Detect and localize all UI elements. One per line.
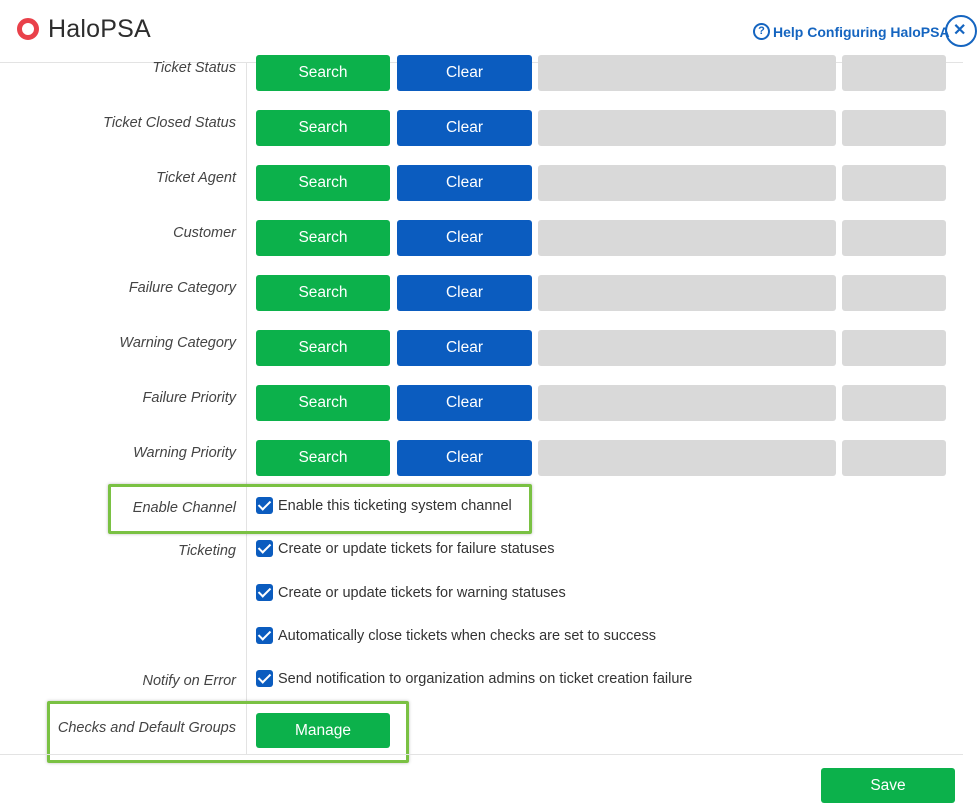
failure-category-search-button[interactable]: Search [256,275,390,311]
label-checks-and-default-groups: Checks and Default Groups [57,720,236,736]
ticket-closed-status-search-button[interactable]: Search [256,110,390,146]
close-icon[interactable]: ✕ [945,15,977,47]
ticket-closed-status-clear-button[interactable]: Clear [397,110,532,146]
failure-category-value-field[interactable] [538,275,836,311]
customer-value-field[interactable] [538,220,836,256]
ticket-status-id-field[interactable] [842,55,946,91]
label-failure-priority: Failure Priority [142,390,236,406]
ticket-agent-value-field[interactable] [538,165,836,201]
notify-on-error-option[interactable] [256,670,692,687]
ticketing-failure-text: Create or update tickets for failure statuses [278,540,555,557]
ticket-agent-search-button[interactable]: Search [256,165,390,201]
notify-on-error-text: Send notification to organization admins on ticket creation failure [278,670,693,687]
halopsa-logo-icon [17,18,39,40]
label-enable-channel: Enable Channel [132,500,236,516]
warning-category-value-field[interactable] [538,330,836,366]
ticketing-warning-checkbox[interactable] [256,584,273,601]
ticket-status-search-button[interactable]: Search [256,55,390,91]
label-ticket-status: Ticket Status [152,60,236,76]
ticket-status-clear-button[interactable]: Clear [397,55,532,91]
label-customer: Customer [173,225,236,241]
failure-category-clear-button[interactable]: Clear [397,275,532,311]
ticketing-autoclose-checkbox[interactable] [256,627,273,644]
ticket-agent-id-field[interactable] [842,165,946,201]
failure-priority-value-field[interactable] [538,385,836,421]
help-link-label: Help Configuring HaloPSA [773,23,950,40]
warning-priority-clear-button[interactable]: Clear [397,440,532,476]
footer-divider [0,754,963,755]
help-link[interactable] [753,23,950,40]
failure-category-id-field[interactable] [842,275,946,311]
label-ticketing: Ticketing [178,543,236,559]
ticket-closed-status-value-field[interactable] [538,110,836,146]
failure-priority-clear-button[interactable]: Clear [397,385,532,421]
ticket-agent-clear-button[interactable]: Clear [397,165,532,201]
enable-channel-text: Enable this ticketing system channel [278,497,512,514]
failure-priority-id-field[interactable] [842,385,946,421]
label-warning-category: Warning Category [119,335,236,351]
label-failure-category: Failure Category [128,280,236,296]
warning-priority-id-field[interactable] [842,440,946,476]
label-column-divider [246,63,247,754]
ticketing-option-autoclose[interactable] [256,627,656,644]
ticket-closed-status-id-field[interactable] [842,110,946,146]
save-button[interactable]: Save [821,768,955,803]
customer-search-button[interactable]: Search [256,220,390,256]
manage-button[interactable]: Manage [256,713,390,748]
app-title: HaloPSA [48,15,151,43]
ticketing-autoclose-text: Automatically close tickets when checks are set to success [278,627,656,644]
enable-channel-highlight [108,484,532,534]
warning-priority-value-field[interactable] [538,440,836,476]
label-ticket-agent: Ticket Agent [156,170,236,186]
warning-category-search-button[interactable]: Search [256,330,390,366]
question-circle-icon: ? [753,23,770,40]
ticketing-failure-checkbox[interactable] [256,540,273,557]
ticketing-warning-text: Create or update tickets for warning statuses [278,584,566,601]
customer-id-field[interactable] [842,220,946,256]
app-header [0,0,967,63]
failure-priority-search-button[interactable]: Search [256,385,390,421]
warning-category-clear-button[interactable]: Clear [397,330,532,366]
label-warning-priority: Warning Priority [133,445,236,461]
warning-category-id-field[interactable] [842,330,946,366]
notify-on-error-checkbox[interactable] [256,670,273,687]
warning-priority-search-button[interactable]: Search [256,440,390,476]
ticket-status-value-field[interactable] [538,55,836,91]
label-ticket-closed-status: Ticket Closed Status [103,115,236,131]
label-notify-on-error: Notify on Error [142,673,236,689]
ticketing-option-warning[interactable] [256,584,566,601]
ticketing-option-failure[interactable] [256,540,554,557]
customer-clear-button[interactable]: Clear [397,220,532,256]
